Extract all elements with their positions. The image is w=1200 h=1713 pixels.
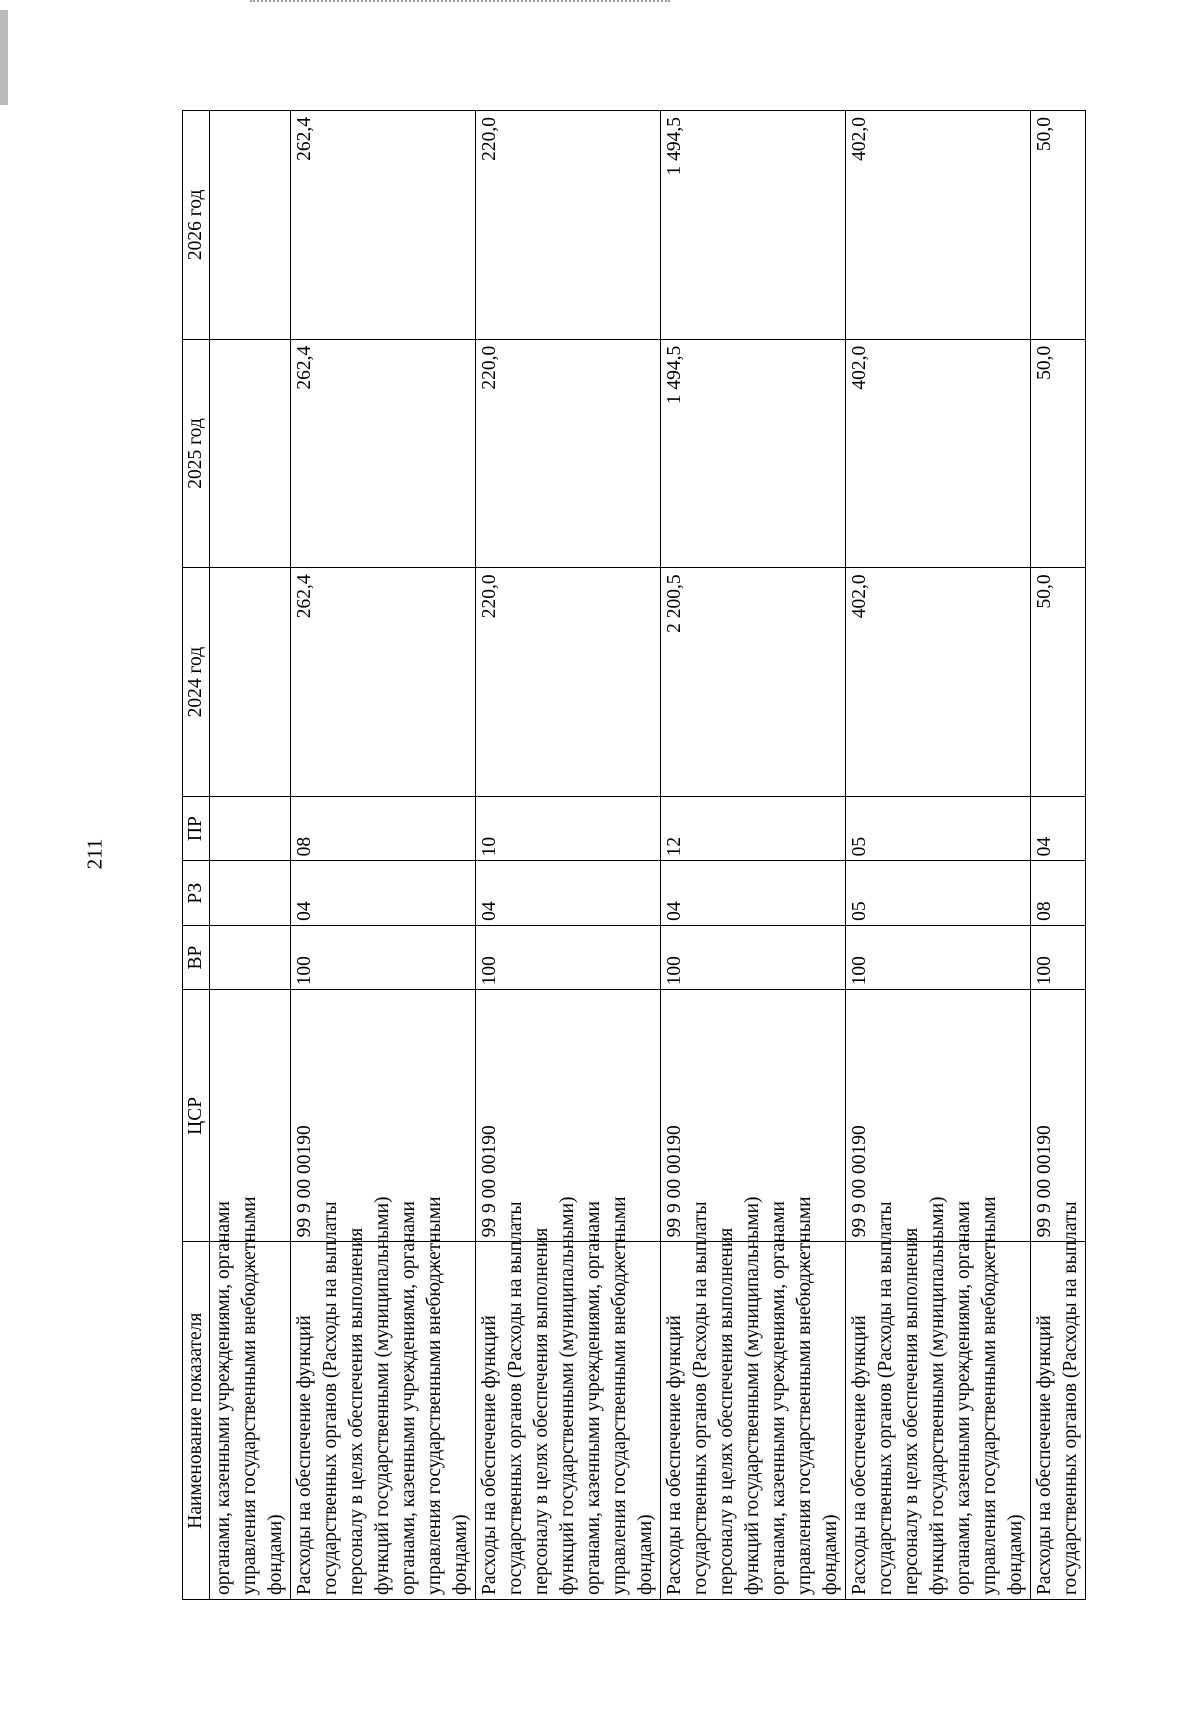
cell-rz: 04 [291, 861, 476, 925]
indicator-name-line: государственных органов (Расходы на выплаты [875, 1201, 896, 1595]
cell-y2024: 2 200,5 [661, 568, 846, 797]
indicator-name-line: органами, казенными учреждениями, органами [768, 1201, 789, 1595]
indicator-name-line: персоналу в целях обеспечения выполнения [346, 1227, 367, 1595]
cell-pr: 04 [1031, 796, 1086, 860]
cell-rz: 04 [476, 861, 661, 925]
cell-pr [210, 796, 291, 860]
cell-csr: 99 9 00 00190 [661, 990, 846, 1242]
table-row [846, 111, 1031, 1600]
header-pr: ПР [183, 796, 210, 860]
indicator-name-line: функций государственными (муниципальными) [927, 1196, 948, 1595]
indicator-name-line: фондами) [450, 1514, 471, 1595]
cell-y2024: 402,0 [846, 568, 1031, 797]
table-row [476, 111, 661, 1600]
cell-vr: 100 [291, 925, 476, 989]
cell-csr: 99 9 00 00190 [846, 990, 1031, 1242]
cell-indicator-name [846, 1196, 1031, 1600]
cell-rz: 04 [661, 861, 846, 925]
cell-vr: 100 [476, 925, 661, 989]
indicator-name-line: государственных органов (Расходы на выплаты [690, 1201, 711, 1595]
cell-y2025: 402,0 [846, 339, 1031, 568]
indicator-name-line: персоналу в целях обеспечения выполнения [901, 1227, 922, 1595]
budget-table-rotated [182, 110, 1142, 1600]
indicator-name-line: управления государственными внебюджетными [794, 1196, 815, 1595]
indicator-name-line: функций государственными (муниципальными) [372, 1196, 393, 1595]
cell-indicator-name [210, 1196, 291, 1600]
indicator-name-line: фондами) [1005, 1514, 1026, 1595]
cell-vr: 100 [661, 925, 846, 989]
cell-y2025: 50,0 [1031, 339, 1086, 568]
cell-indicator-name [291, 1196, 476, 1600]
cell-y2024: 50,0 [1031, 568, 1086, 797]
table-header-row [183, 111, 210, 1600]
table-row [661, 111, 846, 1600]
indicator-name-line: государственных органов (Расходы на выплаты [320, 1201, 341, 1595]
indicator-name-line: Расходы на обеспечение функций [479, 1315, 500, 1595]
header-vr: ВР [183, 925, 210, 989]
cell-y2024: 262,4 [291, 568, 476, 797]
indicator-name-line: органами, казенными учреждениями, органами [953, 1201, 974, 1595]
indicator-name-line: фондами) [265, 1514, 286, 1595]
indicator-name-line: Расходы на обеспечение функций [664, 1315, 685, 1595]
cell-y2026 [210, 111, 291, 340]
cell-indicator-name [476, 1196, 661, 1600]
cell-indicator-name [1031, 1201, 1086, 1600]
indicator-name-line: Расходы на обеспечение функций [1034, 1315, 1055, 1595]
indicator-name-line: органами, казенными учреждениями, органами [213, 1201, 234, 1595]
cell-y2026: 1 494,5 [661, 111, 846, 340]
cell-rz [210, 861, 291, 925]
budget-table [182, 110, 1086, 1600]
cell-csr: 99 9 00 00190 [1031, 990, 1086, 1242]
cell-y2025: 262,4 [291, 339, 476, 568]
indicator-name-line: фондами) [820, 1514, 841, 1595]
cell-indicator-name [661, 1196, 846, 1600]
header-2026: 2026 год [183, 111, 210, 340]
scan-artifact-top [250, 0, 670, 4]
indicator-name-line: функций государственными (муниципальными) [557, 1196, 578, 1595]
cell-vr: 100 [846, 925, 1031, 989]
cell-rz: 05 [846, 861, 1031, 925]
indicator-name-line: функций государственными (муниципальными) [742, 1196, 763, 1595]
indicator-name-line: государственных органов (Расходы на выплаты [1060, 1201, 1081, 1595]
indicator-name-line: фондами) [635, 1514, 656, 1595]
cell-y2026: 220,0 [476, 111, 661, 340]
table-row [291, 111, 476, 1600]
cell-pr: 05 [846, 796, 1031, 860]
indicator-name-line: государственных органов (Расходы на выплаты [505, 1201, 526, 1595]
indicator-name-line: органами, казенными учреждениями, органами [398, 1201, 419, 1595]
cell-y2025: 220,0 [476, 339, 661, 568]
cell-csr: 99 9 00 00190 [476, 990, 661, 1242]
indicator-name-line: Расходы на обеспечение функций [294, 1315, 315, 1595]
indicator-name-line: персоналу в целях обеспечения выполнения [531, 1227, 552, 1595]
cell-y2024: 220,0 [476, 568, 661, 797]
cell-vr: 100 [1031, 925, 1086, 989]
indicator-name-line: управления государственными внебюджетными [609, 1196, 630, 1595]
cell-rz: 08 [1031, 861, 1086, 925]
cell-vr [210, 925, 291, 989]
indicator-name-line: персоналу в целях обеспечения выполнения [716, 1227, 737, 1595]
indicator-name-line: управления государственными внебюджетными [239, 1196, 260, 1595]
header-name: Наименование показателя [183, 1242, 210, 1600]
cell-pr: 12 [661, 796, 846, 860]
cell-y2025 [210, 339, 291, 568]
page-number: 211 [82, 838, 107, 870]
header-2024: 2024 год [183, 568, 210, 797]
budget-table-container [182, 110, 1142, 1600]
cell-y2024 [210, 568, 291, 797]
table-row [1031, 111, 1086, 1600]
table-row [210, 111, 291, 1600]
cell-y2026: 262,4 [291, 111, 476, 340]
header-rz: РЗ [183, 861, 210, 925]
cell-y2025: 1 494,5 [661, 339, 846, 568]
cell-y2026: 402,0 [846, 111, 1031, 340]
cell-pr: 10 [476, 796, 661, 860]
indicator-name-line: управления государственными внебюджетными [979, 1196, 1000, 1595]
header-2025: 2025 год [183, 339, 210, 568]
table-body [210, 111, 1086, 1600]
header-csr: ЦСР [183, 990, 210, 1242]
indicator-name-line: Расходы на обеспечение функций [849, 1315, 870, 1595]
cell-pr: 08 [291, 796, 476, 860]
indicator-name-line: органами, казенными учреждениями, органами [583, 1201, 604, 1595]
cell-y2026: 50,0 [1031, 111, 1086, 340]
cell-csr: 99 9 00 00190 [291, 990, 476, 1242]
indicator-name-line: управления государственными внебюджетными [424, 1196, 445, 1595]
scan-artifact-left [0, 10, 8, 105]
